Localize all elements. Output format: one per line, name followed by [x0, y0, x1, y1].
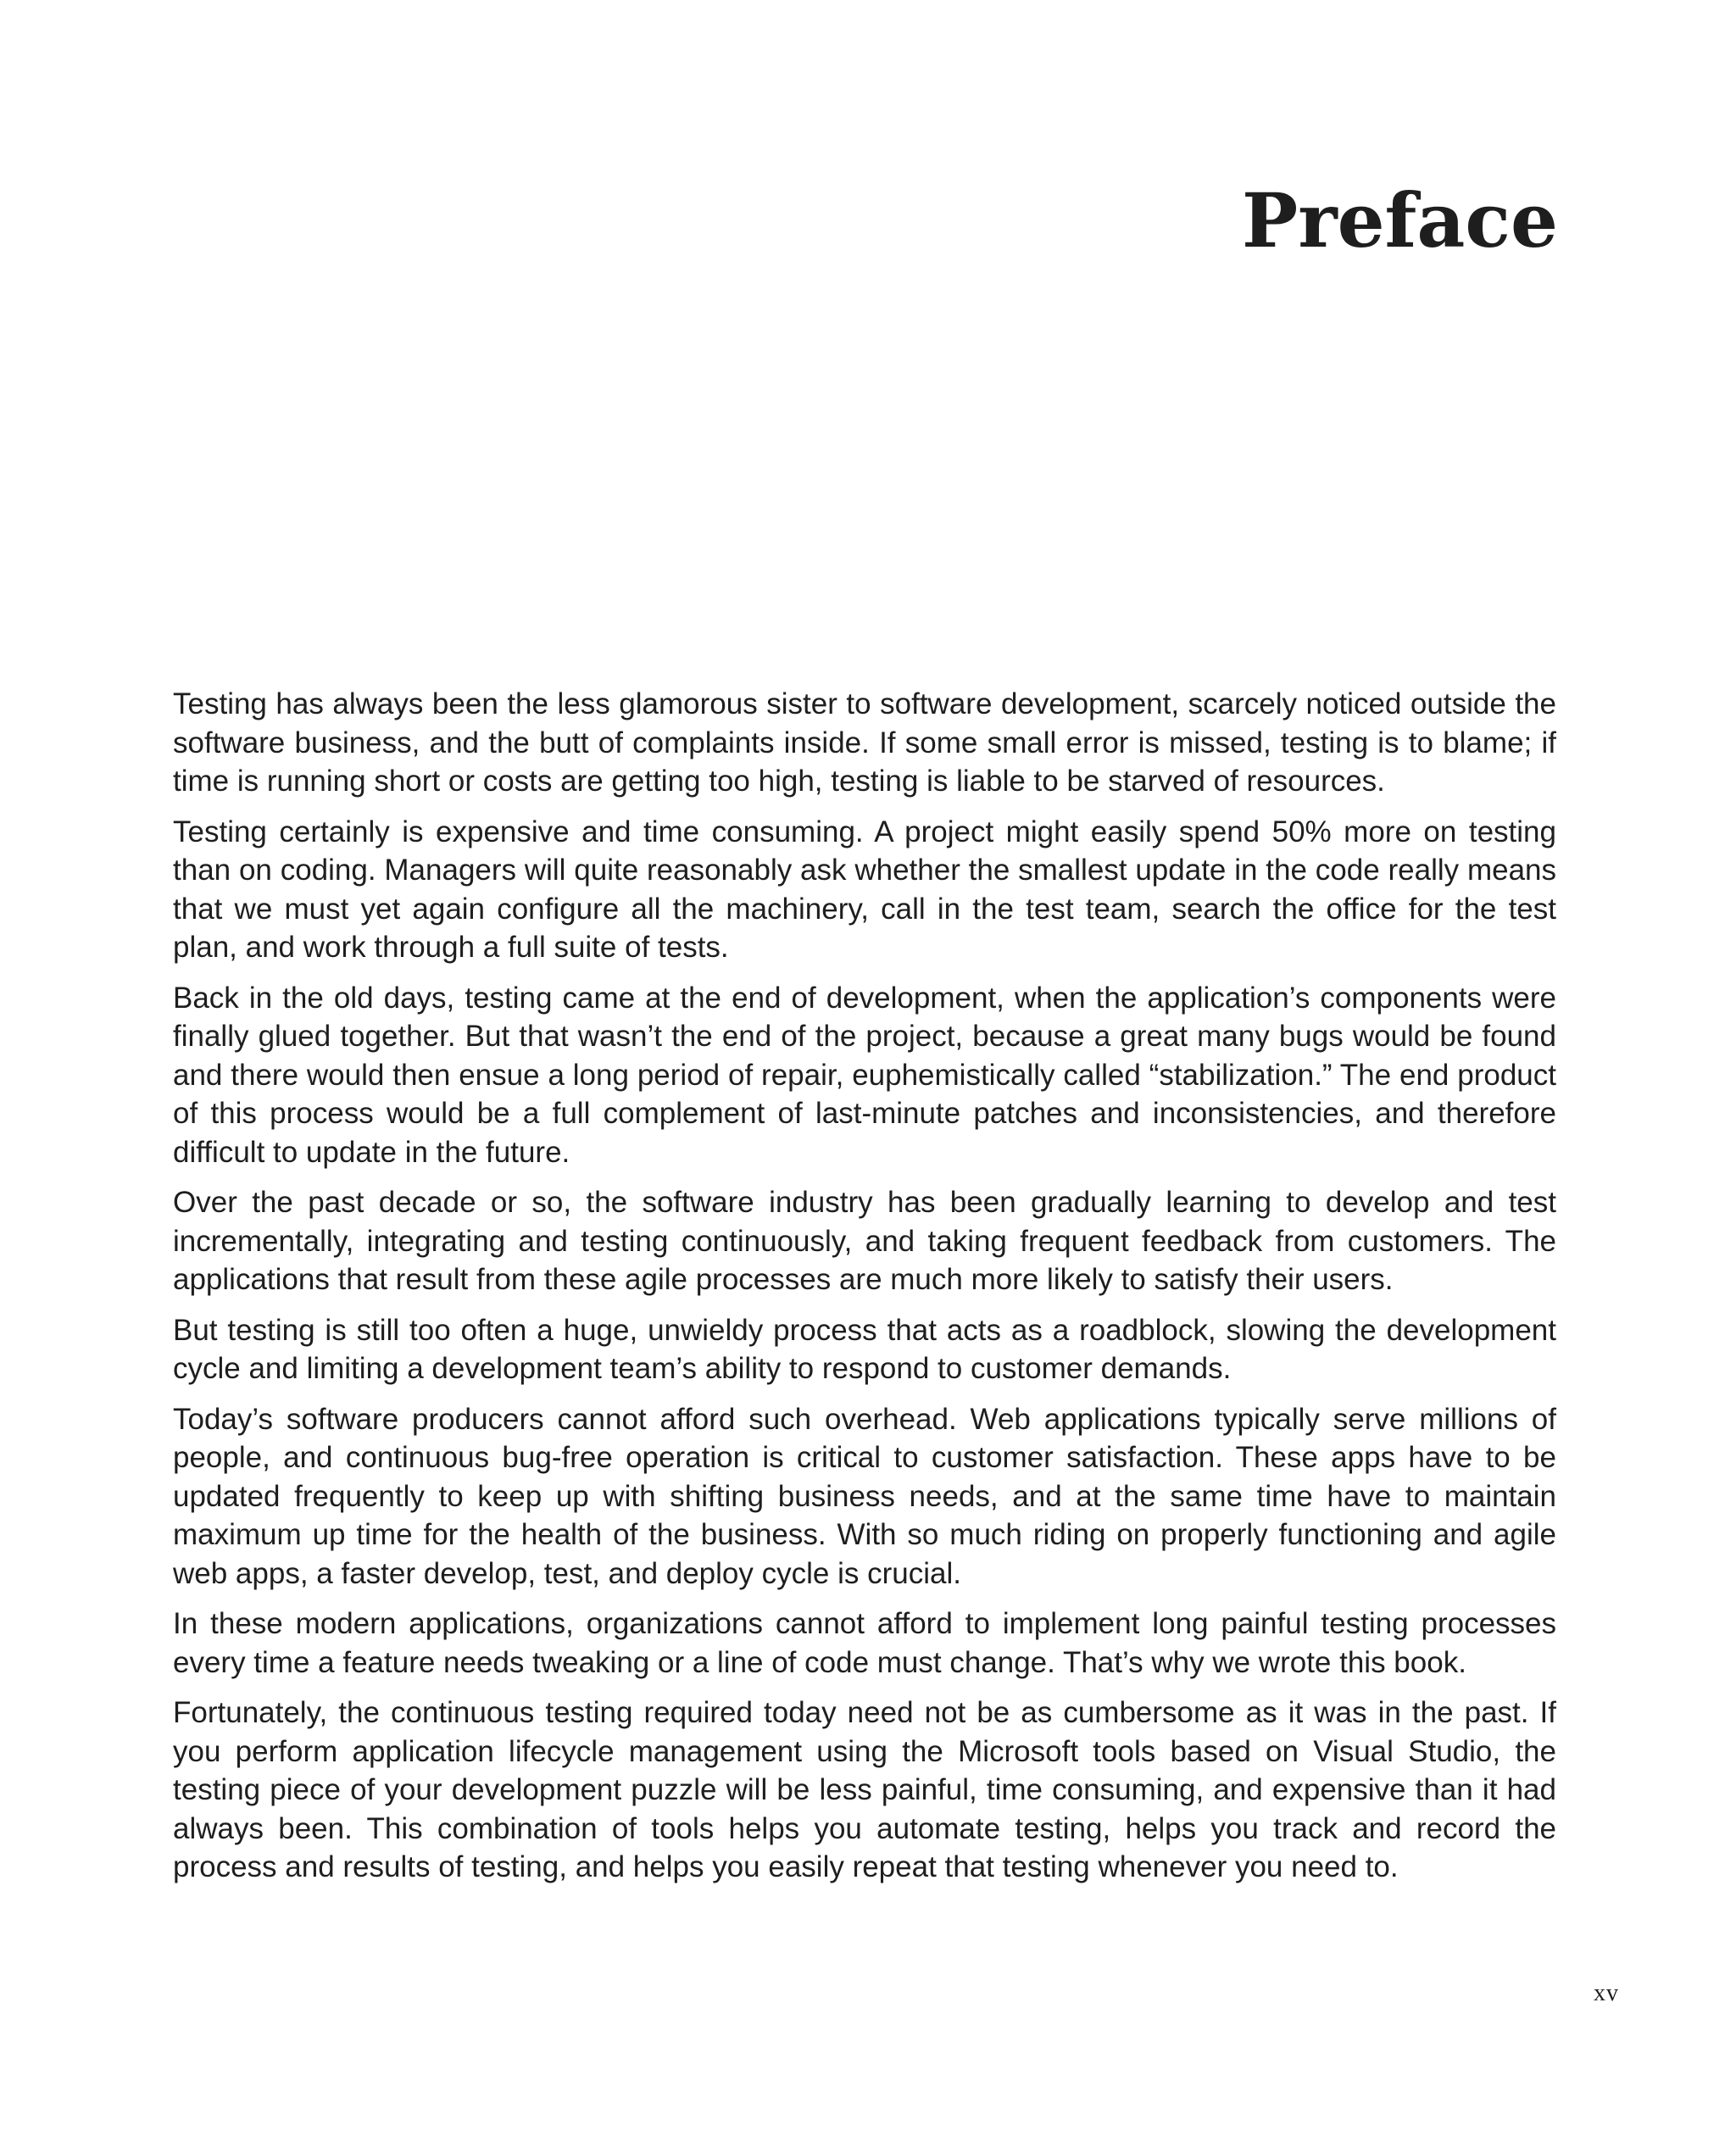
paragraph-8: Fortunately, the continuous testing required today need not be as cumbersome as it was in the past. If you perform application lifecycle management using the Microsoft tools based on Visual Studio, the testing piece of your development puzzle will be less painful, time consuming, and expensive than it had always been. This combination of tools helps you automate testing, helps you track and record the process and results of testing, and helps you easily repeat that testing whenever you need to.	[173, 1696, 1556, 1883]
page-title: Preface	[1242, 176, 1558, 264]
paragraph-3: Back in the old days, testing came at the end of development, when the application’s components were finally glued together. But that wasn’t the end of the project, because a great many bugs would be found and there would then ensue a long period of repair, euphemistically called “stabilization.” The end product of this process would be a full complement of last-minute patches and inconsistencies, and therefore difficult to update in the future.	[173, 981, 1556, 1169]
page-number: xv	[1594, 1980, 1619, 2006]
paragraph-2: Testing certainly is expensive and time consuming. A project might easily spend 50% more on testing than on coding. Managers will quite reasonably ask whether the smallest update in the code really means that we must yet again configure all the machinery, call in the test team, search the office for the test plan, and work through a full suite of tests.	[173, 815, 1556, 964]
paragraph-1: Testing has always been the less glamorous sister to software development, scarcely noticed outside the software business, and the butt of complaints inside. If some small error is missed, testing is to blame; if time is running short or costs are getting too high, testing is liable to be starved of resources.	[173, 687, 1556, 798]
preface-body	[173, 685, 1556, 1899]
paragraph-6: Today’s software producers cannot afford such overhead. Web applications typically serve millions of people, and continuous bug-free operation is critical to customer satisfaction. These apps have to be updated frequently to keep up with shifting business needs, and at the same time have to maintain maximum up time for the health of the business. With so much riding on properly functioning and agile web apps, a faster develop, test, and deploy cycle is crucial.	[173, 1402, 1556, 1590]
paragraph-7: In these modern applications, organizations cannot afford to implement long painful testing processes every time a feature needs tweaking or a line of code must change. That’s why we wrote this book.	[173, 1607, 1556, 1679]
paragraph-4: Over the past decade or so, the software industry has been gradually learning to develop and test incrementally, integrating and testing continuously, and taking frequent feedback from customers. The applications that result from these agile processes are much more likely to satisfy their users.	[173, 1186, 1556, 1296]
paragraph-5: But testing is still too often a huge, unwieldy process that acts as a roadblock, slowing the development cycle and limiting a development team’s ability to respond to customer demands.	[173, 1313, 1556, 1385]
